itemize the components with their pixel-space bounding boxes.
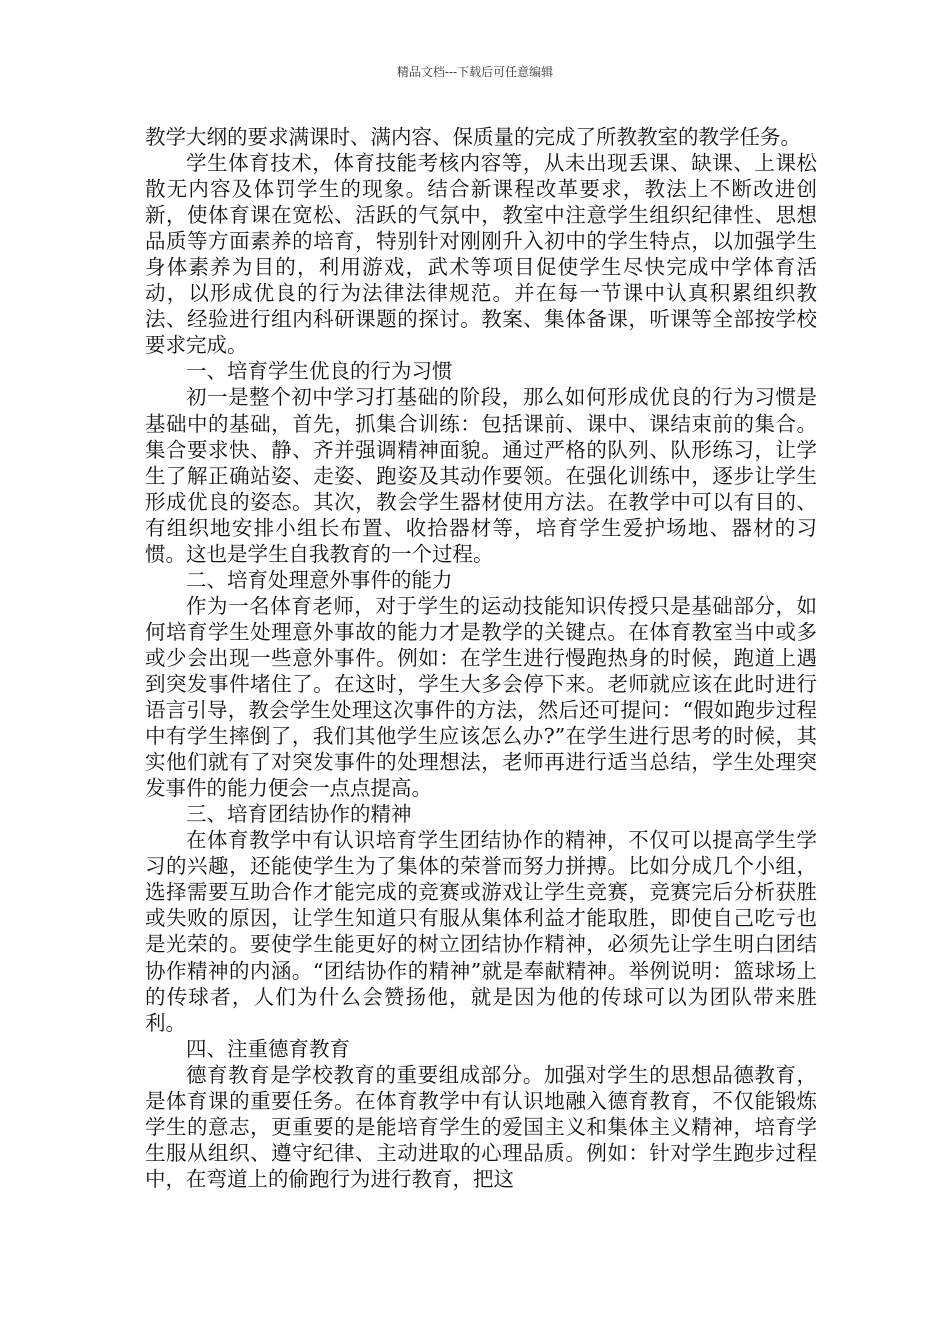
paragraph-emergency-handling: 作为一名体育老师，对于学生的运动技能知识传授只是基础部分，如何培育学生处理意外事故的能力才是教学的关键点。在体育教室当中或多或少会出现一些意外事件。例如：在学生进行慢跑热身的时候，跑道上遇到突发事件堵住了。在这时，学生大多会停下来。老师就应该在此时进行语言引导，教会学生处理这次事件的方法，然后还可提问：“假如跑步过程中有学生摔倒了，我们其他学生应该怎么办?”在学生进行思考的时候，其实他们就有了对突发事件的处理想法，老师再进行适当总结，学生处理突发事件的能力便会一点点提高。 bbox=[145, 593, 817, 801]
page-header: 精品文档---下载后可任意编辑 bbox=[396, 65, 554, 79]
paragraph-continuation: 教学大纲的要求满课时、满内容、保质量的完成了所教教室的教学任务。 bbox=[145, 125, 801, 149]
section-heading-3: 三、培育团结协作的精神 bbox=[186, 802, 412, 827]
section-heading-1: 一、培育学生优良的行为习惯 bbox=[186, 359, 453, 384]
document-body bbox=[145, 124, 817, 1192]
section-heading-4: 四、注重德育教育 bbox=[186, 1036, 350, 1061]
paragraph-moral-education: 德育教育是学校教育的重要组成部分。加强对学生的思想品德教育，是体育课的重要任务。在体育教学中有认识地融入德育教育，不仅能锻炼学生的意志，更重要的是能培育学生的爱国主义和集体主义精神，培育学生服从组织、遵守纪律、主动进取的心理品质。例如：针对学生跑步过程中，在弯道上的偷跑行为进行教育，把这 bbox=[145, 1062, 817, 1191]
section-heading-2: 二、培育处理意外事件的能力 bbox=[186, 567, 453, 592]
paragraph-teaching-summary: 学生体育技术，体育技能考核内容等，从未出现丢课、缺课、上课松散无内容及体罚学生的现象。结合新课程改革要求，教法上不断改进创新，使体育课在宽松、活跃的气氛中，教室中注意学生组织纪律性、思想品质等方面素养的培育，特别针对刚刚升入初中的学生特点，以加强学生身体素养为目的，利用游戏，武术等项目促使学生尽快完成中学体育活动，以形成优良的行为法律法律规范。并在每一节课中认真积累组织教法、经验进行组内科研课题的探讨。教案、集体备课，听课等全部按学校要求完成。 bbox=[145, 151, 817, 358]
paragraph-teamwork: 在体育教学中有认识培育学生团结协作的精神，不仅可以提高学生学习的兴趣，还能使学生为了集体的荣誉而努力拼搏。比如分成几个小组，选择需要互助合作才能完成的竞赛或游戏让学生竞赛，竞赛完后分析获胜或失败的原因，让学生知道只有服从集体利益才能取胜，即使自己吃亏也是光荣的。要使学生能更好的树立团结协作精神，必须先让学生明白团结协作精神的内涵。“团结协作的精神”就是奉献精神。举例说明：篮球场上的传球者，人们为什么会赞扬他，就是因为他的传球可以为团队带来胜利。 bbox=[145, 828, 817, 1035]
paragraph-behavior-habits: 初一是整个初中学习打基础的阶段，那么如何形成优良的行为习惯是基础中的基础，首先，抓集合训练：包括课前、课中、课结束前的集合。集合要求快、静、齐并强调精神面貌。通过严格的队列、队形练习，让学生了解正确站姿、走姿、跑姿及其动作要领。在强化训练中，逐步让学生形成优良的姿态。其次，教会学生器材使用方法。在教学中可以有目的、有组织地安排小组长布置、收拾器材等，培育学生爱护场地、器材的习惯。这也是学生自我教育的一个过程。 bbox=[145, 385, 817, 566]
